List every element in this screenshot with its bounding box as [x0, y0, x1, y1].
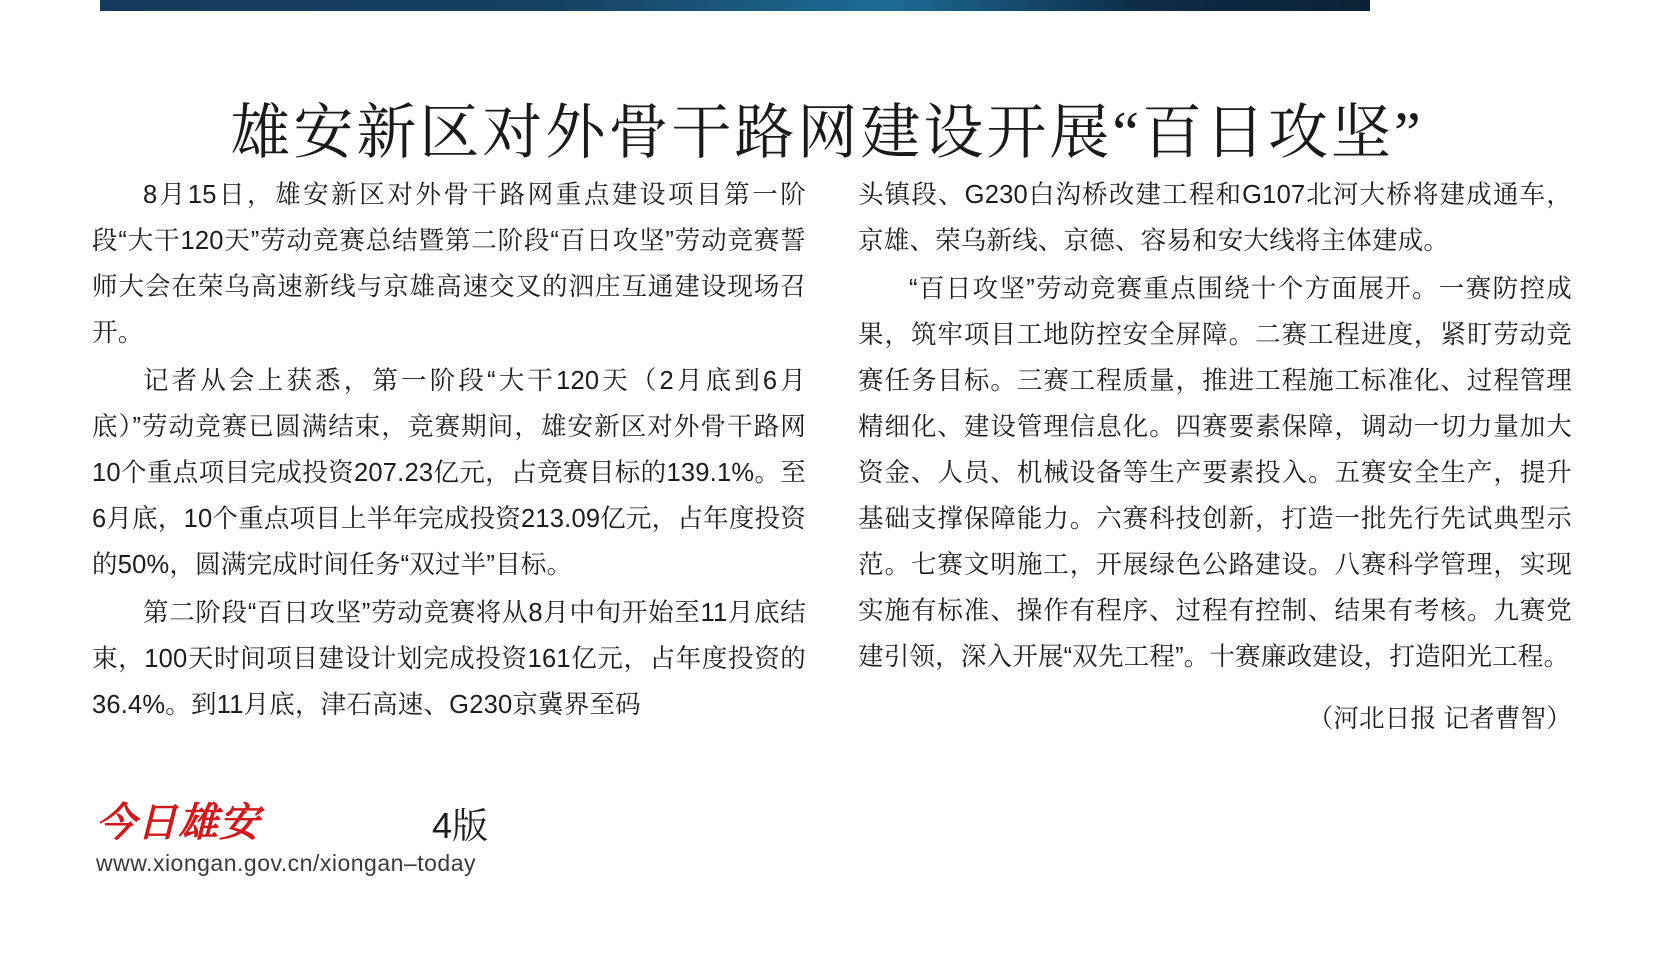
page-number: 4版	[432, 805, 489, 846]
publication-logo: 今日雄安	[96, 800, 260, 845]
article-byline: （河北日报 记者曹智）	[1307, 705, 1572, 733]
publication-url[interactable]: www.xiongan.gov.cn/xiongan–today	[96, 850, 476, 876]
column-right	[858, 172, 1572, 744]
page-title: 雄安新区对外骨干路网建设开展“百日攻坚”	[230, 100, 1424, 167]
paragraph: “百日攻坚”劳动竞赛重点围绕十个方面展开。一赛防控成果，筑牢项目工地防控安全屏障。二赛工程进度，紧盯劳动竞赛任务目标。三赛工程质量，推进工程施工标准化、过程管理精细化、建设管理信息化。四赛要素保障，调动一切力量加大资金、人员、机械设备等生产要素投入。五赛安全生产，提升基础支撑保障能力。六赛科技创新，打造一批先行先试典型示范。七赛文明施工，开展绿色公路建设。八赛科学管理，实现实施有标准、操作有程序、过程有控制、结果有考核。九赛党建引领，深入开展“双先工程”。十赛廉政建设，打造阳光工程。	[858, 275, 1572, 671]
paragraph: 头镇段、G230白沟桥改建工程和G107北河大桥将建成通车，京雄、荣乌新线、京德、容易和安大线将主体建成。	[858, 181, 1572, 255]
paragraph: 8月15日，雄安新区对外骨干路网重点建设项目第一阶段“大干120天”劳动竞赛总结暨第二阶段“百日攻坚”劳动竞赛誓师大会在荣乌高速新线与京雄高速交叉的泗庄互通建设现场召开。	[92, 181, 806, 347]
paragraph: 第二阶段“百日攻坚”劳动竞赛将从8月中旬开始至11月底结束，100天时间项目建设计划完成投资161亿元，占年度投资的36.4%。到11月底，津石高速、G230京冀界至码	[92, 599, 806, 719]
header-decorative-bar	[100, 0, 1370, 11]
article-body	[92, 172, 1572, 744]
paragraph: 记者从会上获悉，第一阶段“大干120天（2月底到6月底）”劳动竞赛已圆满结束，竞赛期间，雄安新区对外骨干路网10个重点项目完成投资207.23亿元，占竞赛目标的139.1%。至6月底，10个重点项目上半年完成投资213.09亿元，占年度投资的50%，圆满完成时间任务“双过半”目标。	[92, 367, 806, 579]
column-left	[92, 172, 806, 744]
